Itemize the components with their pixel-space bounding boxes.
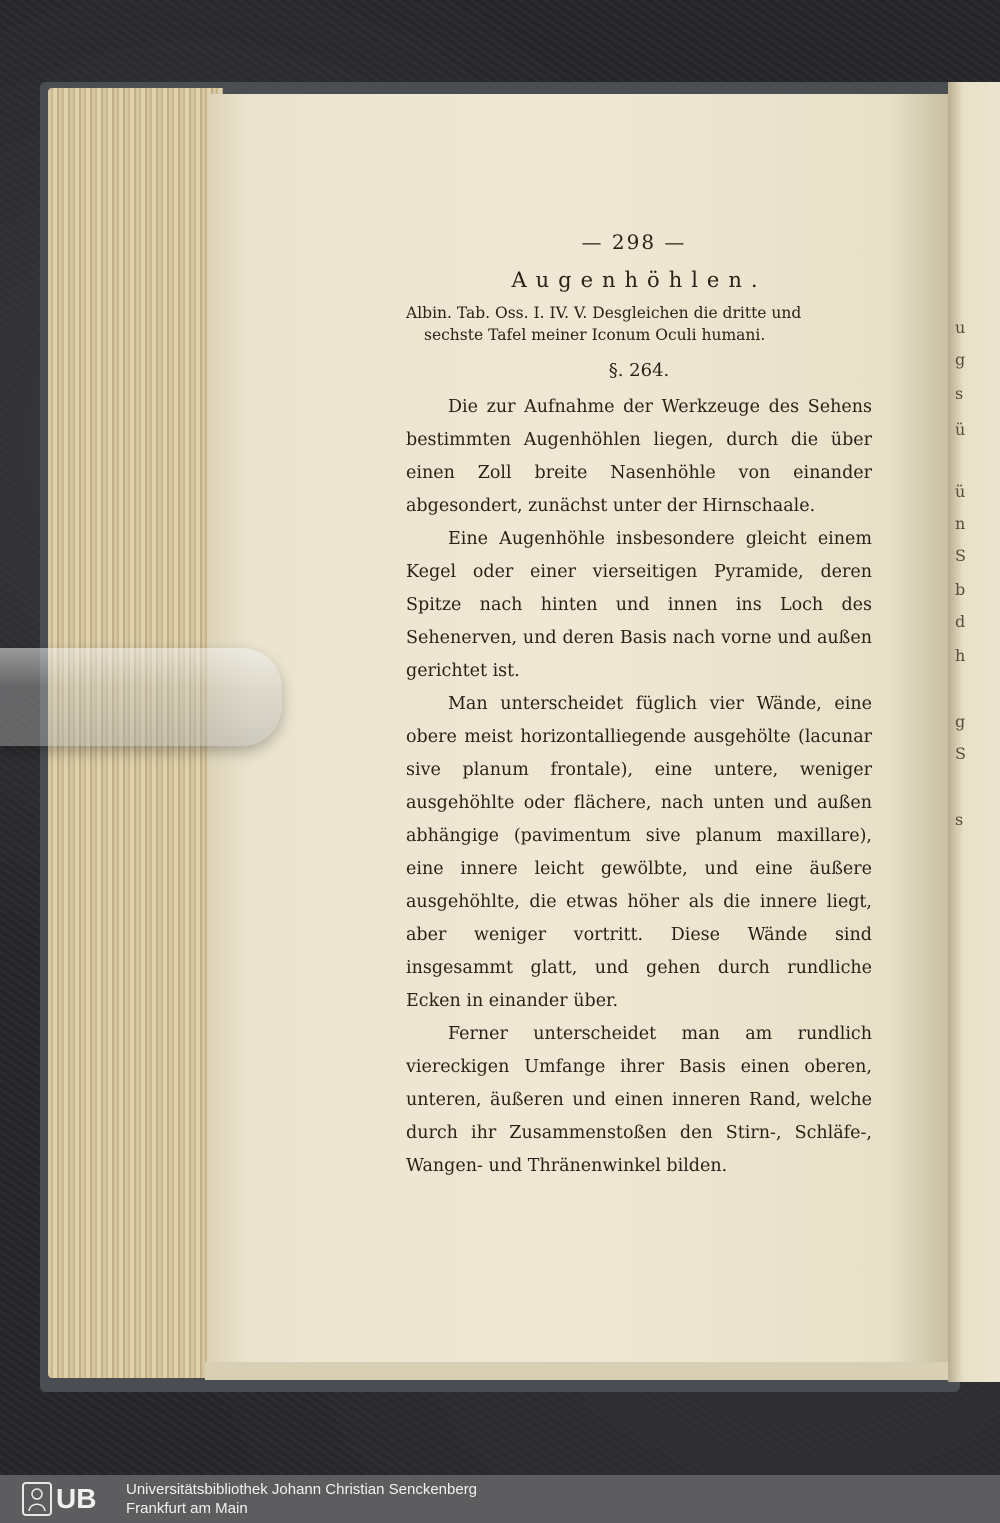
chapter-heading: Augenhöhlen. — [511, 268, 767, 292]
paragraph: Man unterscheidet füglich vier Wände, eine obere meist horizontalliegende ausgehölte (lacunar sive planum frontale), eine untere, weniger ausgehöhlte oder flächere, nach unten und außen abhängige (pavimentum sive planum maxillare), eine innere leicht gewölbte, und eine äußere ausgehöhlte, die etwas höher als die innere liegt, aber weniger vortritt. Diese Wände sind insgesammt glatt, und gehen durch rundliche Ecken in einander über. — [406, 694, 872, 1011]
library-logo — [22, 1479, 112, 1519]
margin-mark: ü — [955, 482, 966, 501]
paragraph: Die zur Aufnahme der Werkzeuge des Sehens bestimmten Augenhöhlen liegen, durch die über einen Zoll breite Nasenhöhle von einander abgesondert, zunächst unter der Hirnschaale. — [406, 397, 872, 516]
library-name: Universitätsbibliothek Johann Christian Senckenberg — [126, 1481, 478, 1498]
right-page-edge — [948, 82, 1000, 1382]
footer-bar — [0, 1475, 1000, 1523]
margin-mark: n — [955, 514, 966, 533]
margin-mark: g — [955, 712, 966, 731]
portrait-icon — [22, 1482, 52, 1516]
margin-mark: d — [955, 612, 966, 631]
footer-text — [126, 1480, 477, 1518]
page-text — [406, 230, 872, 1183]
paragraph: Eine Augenhöhle insbesondere gleicht einem Kegel oder einer vierseitigen Pyramide, deren Spitze nach hinten und innen ins Loch des Sehenerven, und deren Basis nach vorne und außen gerichtet ist. — [406, 529, 872, 681]
library-location: Frankfurt am Main — [126, 1500, 248, 1517]
margin-mark: s — [955, 810, 964, 829]
margin-mark: h — [955, 646, 966, 665]
reference-line: sechste Tafel meiner Iconum Oculi humani. — [424, 326, 766, 344]
glass-page-weight — [0, 648, 282, 746]
page-bottom-edge — [205, 1362, 950, 1380]
logo-text: UB — [56, 1483, 97, 1514]
paragraph: Ferner unterscheidet man am rundlich viereckigen Umfange ihrer Basis einen oberen, unteren, äußeren und einen inneren Rand, welche durch ihr Zusammenstoßen den Stirn-, Schläfe-, Wangen- und Thränenwinkel bilden. — [406, 1024, 872, 1176]
margin-mark: b — [955, 580, 966, 599]
reference-note — [406, 302, 872, 346]
reference-line: Albin. Tab. Oss. I. IV. V. Desgleichen die dritte und — [406, 304, 802, 322]
page-number: — 298 — — [581, 230, 687, 254]
margin-mark: s — [955, 384, 964, 403]
margin-mark: S — [955, 546, 966, 565]
margin-mark: S — [955, 744, 966, 763]
margin-mark: u — [955, 318, 966, 337]
margin-mark: g — [955, 350, 966, 369]
margin-mark: ü — [955, 420, 966, 439]
section-number: §. 264. — [608, 360, 670, 381]
